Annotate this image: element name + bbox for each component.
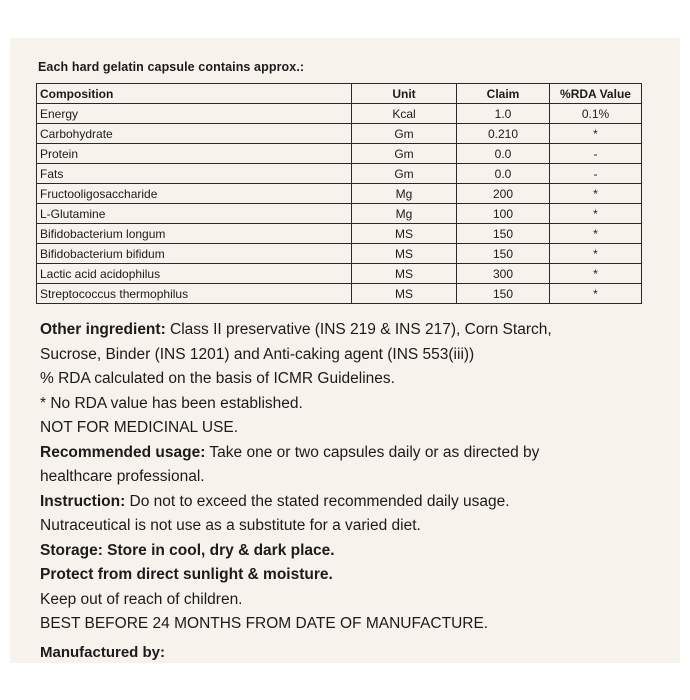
no-rda-note: * No RDA value has been established. bbox=[40, 394, 303, 412]
table-row bbox=[37, 164, 642, 184]
header-composition: Composition bbox=[37, 84, 352, 104]
label-sheet bbox=[10, 38, 680, 663]
protect-text: Protect from direct sunlight & moisture. bbox=[40, 566, 333, 583]
cell-composition: Lactic acid acidophilus bbox=[37, 264, 352, 284]
usage-label: Recommended usage: bbox=[40, 443, 206, 461]
cell-claim: 100 bbox=[457, 204, 550, 224]
cell-composition: L-Glutamine bbox=[37, 204, 352, 224]
nutraceutical-note: Nutraceutical is not use as a substitute for a varied diet. bbox=[40, 517, 421, 534]
cell-claim: 150 bbox=[457, 284, 550, 304]
other-ingredient-line bbox=[40, 318, 660, 343]
cell-rda: - bbox=[550, 144, 642, 164]
manufactured-by: Manufactured by: bbox=[40, 644, 166, 661]
cell-unit: MS bbox=[352, 264, 457, 284]
usage-line bbox=[40, 441, 660, 466]
header-unit: Unit bbox=[352, 84, 457, 104]
cell-claim: 1.0 bbox=[457, 104, 550, 124]
cell-composition: Protein bbox=[37, 144, 352, 164]
cell-composition: Bifidobacterium longum bbox=[37, 224, 352, 244]
cell-unit: Mg bbox=[352, 204, 457, 224]
cell-claim: 150 bbox=[457, 224, 550, 244]
cell-composition: Bifidobacterium bifidum bbox=[37, 244, 352, 264]
other-ingredient-label: Other ingredient: bbox=[40, 321, 166, 338]
table-row bbox=[37, 104, 642, 124]
cell-unit: MS bbox=[352, 224, 457, 244]
cell-unit: Gm bbox=[352, 124, 457, 144]
cell-claim: 200 bbox=[457, 184, 550, 204]
table-header-row bbox=[37, 84, 642, 104]
instruction-line bbox=[40, 490, 660, 515]
table-row bbox=[37, 184, 642, 204]
storage-note bbox=[40, 539, 660, 564]
rda-basis: % RDA calculated on the basis of ICMR Guidelines. bbox=[40, 370, 395, 387]
composition-table bbox=[36, 83, 642, 304]
header-rda: %RDA Value bbox=[550, 84, 642, 104]
instruction-text: Do not to exceed the stated recommended daily usage. bbox=[125, 492, 510, 510]
table-row bbox=[37, 204, 642, 224]
table-row bbox=[37, 144, 642, 164]
cell-rda: * bbox=[550, 224, 642, 244]
cell-unit: Kcal bbox=[352, 104, 457, 124]
cell-rda: * bbox=[550, 204, 642, 224]
cell-rda: * bbox=[550, 244, 642, 264]
cell-composition: Streptococcus thermophilus bbox=[37, 284, 352, 304]
table-row bbox=[37, 244, 642, 264]
cell-composition: Fats bbox=[37, 164, 352, 184]
other-ingredient-text: Class II preservative (INS 219 & INS 217), Corn Starch, bbox=[165, 321, 552, 338]
cell-composition: Fructooligosaccharide bbox=[37, 184, 352, 204]
cell-claim: 0.0 bbox=[457, 144, 550, 164]
cell-unit: Mg bbox=[352, 184, 457, 204]
table-row bbox=[37, 264, 642, 284]
cell-composition: Carbohydrate bbox=[37, 124, 352, 144]
cell-rda: 0.1% bbox=[550, 104, 642, 124]
cell-unit: Gm bbox=[352, 144, 457, 164]
cell-composition: Energy bbox=[37, 104, 352, 124]
cell-claim: 300 bbox=[457, 264, 550, 284]
usage-text: Take one or two capsules daily or as directed by bbox=[205, 443, 540, 461]
cell-unit: Gm bbox=[352, 164, 457, 184]
cell-claim: 0.0 bbox=[457, 164, 550, 184]
best-before-note: BEST BEFORE 24 MONTHS FROM DATE OF MANUFACTURE. bbox=[40, 615, 489, 632]
cell-rda: - bbox=[550, 164, 642, 184]
storage-text: Storage: Store in cool, dry & dark place. bbox=[40, 541, 335, 559]
cell-rda: * bbox=[550, 184, 642, 204]
cell-unit: MS bbox=[352, 244, 457, 264]
cell-rda: * bbox=[550, 264, 642, 284]
protect-note bbox=[40, 563, 660, 588]
cell-rda: * bbox=[550, 284, 642, 304]
label-notes bbox=[40, 318, 660, 637]
table-row bbox=[37, 224, 642, 244]
header-claim: Claim bbox=[457, 84, 550, 104]
cell-unit: MS bbox=[352, 284, 457, 304]
cell-claim: 0.210 bbox=[457, 124, 550, 144]
keep-out-note: Keep out of reach of children. bbox=[40, 590, 243, 608]
capsule-intro: Each hard gelatin capsule contains approx.: bbox=[38, 60, 305, 74]
table-row bbox=[37, 124, 642, 144]
not-medicinal: NOT FOR MEDICINAL USE. bbox=[40, 419, 239, 436]
cell-rda: * bbox=[550, 124, 642, 144]
table-row bbox=[37, 284, 642, 304]
cell-claim: 150 bbox=[457, 244, 550, 264]
usage-line-2: healthcare professional. bbox=[40, 468, 205, 485]
instruction-label: Instruction: bbox=[40, 492, 126, 510]
other-ingredient-line-2: Sucrose, Binder (INS 1201) and Anti-caking agent (INS 553(iii)) bbox=[40, 345, 475, 363]
